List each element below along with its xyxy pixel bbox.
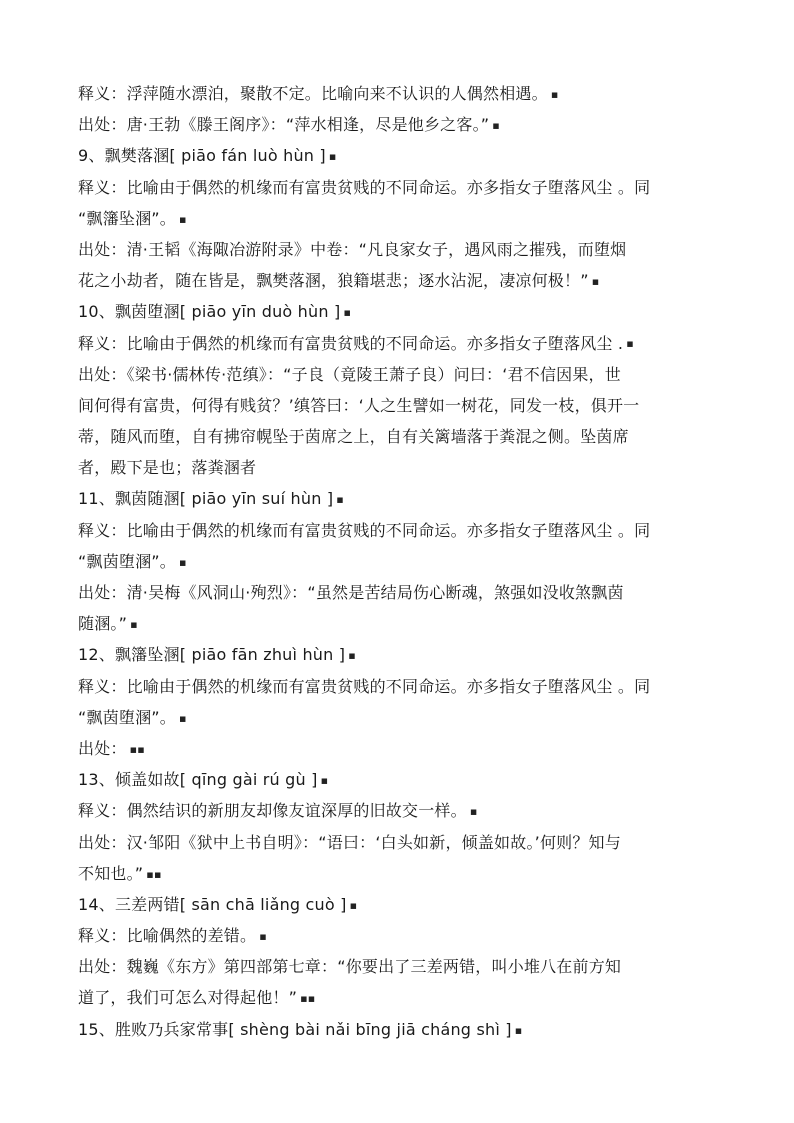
paragraph-mark: ▪ bbox=[469, 805, 478, 819]
text-line bbox=[78, 328, 718, 359]
text-line bbox=[78, 920, 718, 951]
line-text: 释义：比喻由于偶然的机缘而有富贵贫贱的不同命运。亦多指女子堕落风尘 . bbox=[78, 333, 624, 353]
document-body bbox=[78, 78, 718, 1045]
paragraph-mark: ▪ bbox=[514, 1023, 523, 1037]
line-text: 释义：浮萍随水漂泊，聚散不定。比喻向来不认识的人偶然相遇。 bbox=[78, 84, 548, 103]
line-text: 11、飘茵随溷[ piāo yīn suí hùn ] bbox=[78, 489, 334, 509]
line-text: 10、飘茵堕溷[ piāo yīn duò hùn ] bbox=[78, 302, 341, 322]
paragraph-mark: ▪ bbox=[178, 555, 187, 569]
entry-heading bbox=[78, 296, 718, 327]
line-text: 释义：比喻由于偶然的机缘而有富贵贫贱的不同命运。亦多指女子堕落风尘 。同 bbox=[78, 520, 651, 540]
text-line bbox=[78, 172, 718, 203]
line-text: 释义：比喻由于偶然的机缘而有富贵贫贱的不同命运。亦多指女子堕落风尘 。同 bbox=[78, 177, 651, 197]
line-text: “飘茵堕溷”。 bbox=[78, 551, 176, 571]
line-text: 蒂，随风而堕，自有拂帘幌坠于茵席之上，自有关篱墙落于粪混之侧。坠茵席 bbox=[78, 427, 629, 447]
text-line bbox=[78, 359, 718, 390]
line-text: 出处：清·吴梅《风洞山·殉烈》：“虽然是苦结局伤心断魂，煞强如没收煞飘茵 bbox=[78, 583, 624, 602]
paragraph-mark: ▪ bbox=[259, 929, 267, 943]
text-line bbox=[78, 671, 718, 702]
paragraph-mark: ▪ bbox=[626, 337, 634, 351]
paragraph-mark: ▪▪ bbox=[146, 867, 162, 881]
text-line bbox=[78, 733, 718, 764]
text-line bbox=[78, 858, 718, 889]
text-line bbox=[78, 421, 718, 452]
paragraph-mark: ▪ bbox=[178, 711, 187, 725]
paragraph-mark: ▪ bbox=[328, 150, 337, 164]
text-line bbox=[78, 827, 718, 858]
entry-heading bbox=[78, 764, 718, 795]
line-text: 道了，我们可怎么对得起他！” bbox=[78, 988, 298, 1008]
line-text: 出处：《梁书·儒林传·范缜》：“子良（竟陵王萧子良）问曰：‘君不信因果，世 bbox=[78, 364, 621, 384]
line-text: 花之小劫者，随在皆是，飘樊落溷，狼籍堪悲；逐水沾泥，凄凉何极！” bbox=[78, 271, 589, 291]
paragraph-mark: ▪ bbox=[343, 306, 352, 320]
text-line bbox=[78, 546, 718, 577]
paragraph-mark: ▪ bbox=[550, 87, 559, 101]
paragraph-mark: ▪▪ bbox=[300, 992, 316, 1006]
line-text: 随溷。” bbox=[78, 614, 128, 634]
paragraph-mark: ▪ bbox=[591, 275, 600, 289]
paragraph-mark: ▪ bbox=[320, 774, 329, 788]
text-line bbox=[78, 452, 718, 483]
entry-heading bbox=[78, 889, 718, 920]
entry-heading bbox=[78, 1014, 718, 1045]
line-text: 9、飘樊落溷[ piāo fán luò hùn ] bbox=[78, 146, 326, 166]
text-line bbox=[78, 951, 718, 982]
line-text: 出处：汉·邹阳《狱中上书自明》：“语曰：‘白头如新，倾盖如故。’何则？知与 bbox=[78, 832, 621, 852]
paragraph-mark: ▪ bbox=[178, 212, 187, 226]
paragraph-mark: ▪▪ bbox=[129, 742, 145, 756]
line-text: 13、倾盖如故[ qīng gài rú gù ] bbox=[78, 770, 318, 790]
text-line bbox=[78, 795, 718, 826]
line-text: 14、三差两错[ sān chā liǎng cuò ] bbox=[78, 894, 347, 914]
text-line bbox=[78, 608, 718, 639]
text-line bbox=[78, 577, 718, 608]
entry-heading bbox=[78, 639, 718, 670]
text-line bbox=[78, 982, 718, 1013]
text-line bbox=[78, 702, 718, 733]
line-text: 出处：唐·王勃《滕王阁序》：“萍水相逢，尽是他乡之客。” bbox=[78, 115, 490, 135]
text-line bbox=[78, 234, 718, 265]
text-line bbox=[78, 78, 718, 109]
line-text: “飘茵堕溷”。 bbox=[78, 707, 176, 727]
entry-heading bbox=[78, 140, 718, 171]
line-text: 不知也。” bbox=[78, 863, 144, 883]
text-line bbox=[78, 390, 718, 421]
text-line bbox=[78, 109, 718, 140]
paragraph-mark: ▪ bbox=[492, 119, 500, 133]
text-line bbox=[78, 515, 718, 546]
paragraph-mark: ▪ bbox=[349, 898, 358, 912]
line-text: 释义：偶然结识的新朋友却像友谊深厚的旧故交一样。 bbox=[78, 801, 467, 821]
text-line bbox=[78, 203, 718, 234]
line-text: 15、胜败乃兵家常事[ shèng bài nǎi bīng jiā cháng shì ] bbox=[78, 1019, 512, 1039]
line-text: 出处：魏巍《东方》第四部第七章：“你要出了三差两错，叫小堆八在前方知 bbox=[78, 957, 622, 977]
line-text: “飘籓坠溷”。 bbox=[78, 208, 176, 228]
line-text: 释义：比喻偶然的差错。 bbox=[78, 926, 257, 946]
line-text: 释义：比喻由于偶然的机缘而有富贵贫贱的不同命运。亦多指女子堕落风尘 。同 bbox=[78, 676, 651, 696]
entry-heading bbox=[78, 483, 718, 514]
text-line bbox=[78, 265, 718, 296]
paragraph-mark: ▪ bbox=[336, 493, 344, 507]
line-text: 12、飘籓坠溷[ piāo fān zhuì hùn ] bbox=[78, 645, 346, 665]
paragraph-mark: ▪ bbox=[348, 649, 356, 663]
line-text: 出处：清·王韬《海陬冶游附录》中卷：“凡良家女子，遇风雨之摧残，而堕烟 bbox=[78, 239, 627, 259]
paragraph-mark: ▪ bbox=[130, 618, 138, 632]
line-text: 者，殿下是也；落粪溷者 bbox=[78, 458, 257, 478]
line-text: 出处： bbox=[78, 738, 127, 758]
line-text: 间何得有富贵，何得有贱贫？’缜答曰：‘人之生譬如一树花，同发一枝，俱开一 bbox=[78, 395, 640, 415]
